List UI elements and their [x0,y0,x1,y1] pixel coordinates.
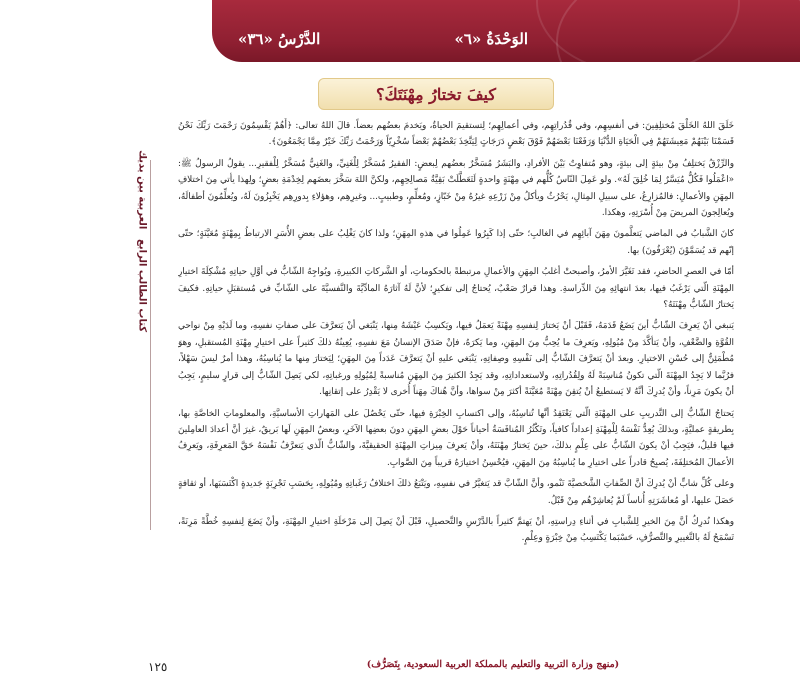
lesson-title: كيفَ تختارُ مِهْنَتَكَ؟ [376,84,496,104]
page-number: ١٢٥ [148,660,168,674]
paragraph: وعلى كُلِّ شابٍّ أنْ يُدرِكَ أنَّ الصِّفاتِ الشَّخصيَّةَ تَنْمو، وأنَّ الشّابَّ قد يَتغيَّرُ في نفسِهِ، ويَتْبَعُ ذلكَ اختلافُ رَغَباتِهِ ومُيُولِهِ، بِحَسَبِ تَجْرِبَةٍ جَديدةٍ اكْتَسَبَها، أو ثقافةٍ حَصَلَ عليها، أو مُعاشَرَتِهِ أُناساً لَمْ يُعاشِرْهُم مِنْ قَبْلُ. [178,479,734,506]
paragraph: كانَ الشَّبابُ في الماضي يَتعلَّمونَ مِهَنَ آبائِهِم في الغالبِ؛ حتّى إذا كَبِرُوا عَمِلُوا في هذهِ المِهَنِ؛ ولذا كانَ يَغْلِبُ على بعضِ الأُسَرِ الارتباطُ بِمِهْنَةٍ مُعَيَّنَةٍ؛ حتّى إنّهم قد يُسَمَّوْنَ (يُعْرَفُونَ) بها. [178,229,734,256]
lesson-label: الدَّرْسُ «٣٦» [238,30,321,48]
lesson-title-box [318,78,554,110]
paragraph: يَنبغي أنْ يَعرِفَ الشّابُّ أينَ يَضَعُ قَدَمَهُ، فَقَبْلَ أنْ يَختارَ لِنفسِهِ مِهْنَةً يَعمَلُ فيها، ويَكسِبُ عَيْشَهُ مِنها، يَنْبَغي أنْ يَتعرَّفَ على صفاتِ نفسِهِ، وما لَدَيْهِ مِنْ نواحي القُوَّةِ والضَّعْفِ، وأنْ يَتأكَّدَ مِنْ مُيُولِهِ، ويَعرِفَ ما يُحِبُّ مِنَ المِهَنِ، وما يَكرَهُ، فإنْ صَدَقَ الإنسانُ مَعَ نفسِهِ، يُعِينُهُ ذلكَ كثيراً على اختيارِ مِهْنَةِ المُستقبلِ، وهوَ مُطْمَئِنٌّ إلى حُسْنِ الاختيارِ. وبعدَ أنْ يَتعرَّفَ الشّابُّ إلى نَفْسِهِ وصِفاتِهِ، يَنْبَغي عليهِ أنْ يَتعرَّفَ عَدَداً مِنَ المِهَنِ؛ لِيَختارَ مِنها ما يُناسِبُهُ، وهذا أمرٌ ليسَ سَهْلاً، فرُبَّما لا يَجِدُ المِهْنَةَ الّتي تكونُ مُناسِبَةً لَهُ ولِقُدُراتِهِ، ولاستعداداتِهِ، وقد يَجِدُ الكثيرَ مِنَ المِهَنِ مُناسبةً لِمُيُولِهِ ورغباتِهِ، لكي يَصِلَ الشّابُّ إلى قرارٍ سليمٍ، يَجِبُ أنْ يكونَ مَرِناً، وأنْ يُدرِكَ أنَّهُ لا يَستطيعُ أنْ يُتقِنَ مِهْنَةً مُعَيَّنَةً أكثرَ مِنْ سواها، وأنَّ هُناكَ مِهَناً أُخرى لا يَقْدِرُ على إتقانِها. [178,321,734,398]
side-divider [150,160,151,530]
paragraph: خَلَقَ اللهُ الخَلْقَ مُختلِفِينَ: في أنفسِهِم، وفي قُدُراتِهِم، وفي أعمالِهِم؛ لِتستقيمَ الحياةُ، ويَخدمَ بعضُهم بعضاً. قالَ اللهُ تعالى: ﴿أَهُمْ يَقْسِمُونَ رَحْمَتَ رَبِّكَ نَحْنُ قَسَمْنَا بَيْنَهُمْ مَعِيشَتَهُمْ فِي الْحَيَاةِ الدُّنْيَا وَرَفَعْنَا بَعْضَهُمْ فَوْقَ بَعْضٍ دَرَجَاتٍ لِيَتَّخِذَ بَعْضُهُمْ بَعْضاً سُخْرِيّاً وَرَحْمَتُ رَبِّكَ خَيْرٌ مِمَّا يَجْمَعُونَ﴾. [178,121,734,148]
article-body [178,118,734,618]
source-citation: (منهج وزارة التربية والتعليم بالمملكة العربية السعودية، بِتَصَرُّف) [366,659,620,670]
paragraph: والرِّزْقُ يَختلِفُ مِنْ بيئةٍ إلى بيئةٍ، وهو مُتفاوِتٌ بَيْنَ الأفرادِ، والبَشَرُ مُسَخَّرٌ بعضُهم لِبعضٍ: الفقيرُ مُسَخَّرٌ لِلْغَنِيِّ، والغَنِيُّ مُسَخَّرٌ لِلْفقيرِ... يقولُ الرسولُ ﷺ: «اعْمَلُوا فَكُلٌّ مُيَسَّرٌ لِمَا خُلِقَ لَهُ». ولو عَمِلَ النّاسُ كُلُّهم في مِهْنَةٍ واحدةٍ لَتَعَطَّلَتْ بَقِيَّةُ مَصالِحِهِم، ولكنَّ اللهَ سَخَّرَ بعضَهم لِخِدْمَةِ بعضٍ؛ ولِهذا يأتي مِنَ اختلافِ المِهَنِ والأعمالِ: فالمُزارِعُ، على سبيلِ المِثالِ، يَحْرُثُ ويأكلُ مِنْ زَرْعِهِ غيرُهُ مِنْ خَبّازٍ، ومُعلِّمٍ، وطبيبٍ... وغيرِهِم، وهؤلاءِ بِدورِهِم يَخْبِزُونَ لَهُ، ويُعلِّمُونَ أطفالَهُ، ويُعالِجونَ المريضَ مِنْ أُسْرَتِهِ، وهكذا. [178,158,734,219]
paragraph: أمّا في العصرِ الحاضرِ، فقد تَغَيَّرَ الأمرُ، وأصبحتْ أغلبُ المِهَنِ والأعمالِ مرتبطةً بالحكوماتِ، أو الشَّركاتِ الكبيرةِ، ويُواجِهُ الشّابُّ في أوَّلِ حياتِهِ مُشْكِلَةَ اختيارِ المِهْنَةِ الّتي يَرْغَبُ فيها، بعدَ انتهائِهِ مِنَ الدِّراسةِ. وهذا قرارٌ صَعْبٌ، يُحتاجُ إلى تفكيرٍ؛ لأنَّ لَهُ آثارَهُ المادِّيَّةَ والنَّفسيَّةَ على الشّابِّ في مُستقبَلِ حياتِهِ. فكيفَ يَختارُ الشّابُّ مِهْنَتَهُ؟ [178,267,734,311]
side-book-title [134,150,150,540]
banner-decoration [536,0,740,62]
paragraph: يَحتاجُ الشّابُّ إلى التَّدريبِ على المِهْنَةِ الّتي يَعْتَقِدُ أنَّها تُناسِبُهُ، وإلى اكتسابِ الخِبْرَةِ فيها، حتّى يَحْصُلَ على المَهاراتِ الأساسيَّةِ، والمعلوماتِ الخاصَّةِ بها، بِطريقةٍ عمليَّةٍ، وبذلكَ يُعِدُّ نَفْسَهُ لِلْمِهْنَةِ إعداداً كافياً، وتَكْثُرُ المُنافَسَةُ أحياناً حَوْلَ بعضِ المِهَنِ دونَ بعضِها الآخَرِ، وبعضُ المِهَنِ لَها بَريقٌ، غيرَ أنَّ أعدادَ العامِلينَ فيها قليلٌ، فيَجِبُ أنْ يكونَ الشّابُّ على عِلْمٍ بذلكَ، حينَ يَختارُ مِهْنَتَهُ، وأنْ يَعرِفَ مِيزاتِ المِهْنَةِ الحقيقيَّةَ، والشّابُّ الّذي يَتعرَّفُ نَفْسَهُ حَقَّ المَعرِفَةِ، ويَعرِفُ الأعمالَ المُختلِفَةَ، يُصبِحُ قادراً على اختيارِ ما يُناسِبُهُ مِنَ المِهَنِ، فيُحْسِنُ اختيارَهُ قريباً مِنَ الصَّوابِ. [178,408,734,468]
side-book-name: العربية بين يديك [136,150,148,230]
paragraph: وهكذا نُدرِكُ أنَّ مِنَ الخيرِ لِلشَّبابِ في أثناءِ دِراستِهِ، أنْ يَهتمَّ كثيراً بالدَّرْسِ والتَّحصيلِ، قَبْلَ أنْ يَصِلَ إلى مَرْحَلَةِ اختيارِ المِهْنَةِ، وأنْ يَضَعَ لِنفسِهِ خُطَّةً مَرِنَةً، تَسْمَحُ لَهُ بالتَّغييرِ والتَّصرُّفِ، حَسْبَما يَكْتَسِبُ مِنْ خِبْرَةٍ وعِلْمٍ. [178,516,734,544]
side-book-level: كتاب الطالب الرابع [136,239,148,333]
unit-label: الوَحْدَةُ «٦» [454,30,528,48]
